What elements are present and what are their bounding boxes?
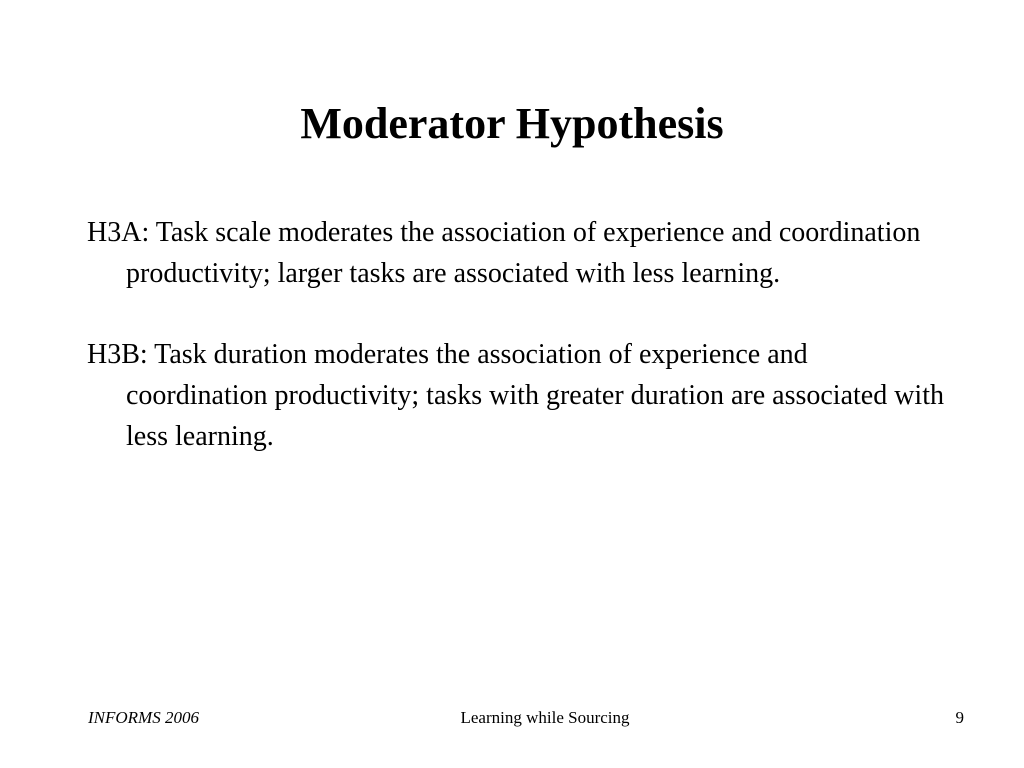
hypothesis-h3b: H3B: Task duration moderates the association of experience and coordination productivity; tasks with greater duration are associated with less learning. [87, 339, 944, 452]
footer-conference: INFORMS 2006 [88, 708, 199, 727]
footer-presentation-title: Learning while Sourcing [460, 708, 630, 727]
hypothesis-h3a: H3A: Task scale moderates the association of experience and coordination productivity; larger tasks are associated with less learning. [87, 217, 921, 289]
slide-body [87, 212, 947, 497]
slide-title: Moderator Hypothesis [300, 99, 724, 148]
footer-page-number: 9 [955, 708, 964, 727]
